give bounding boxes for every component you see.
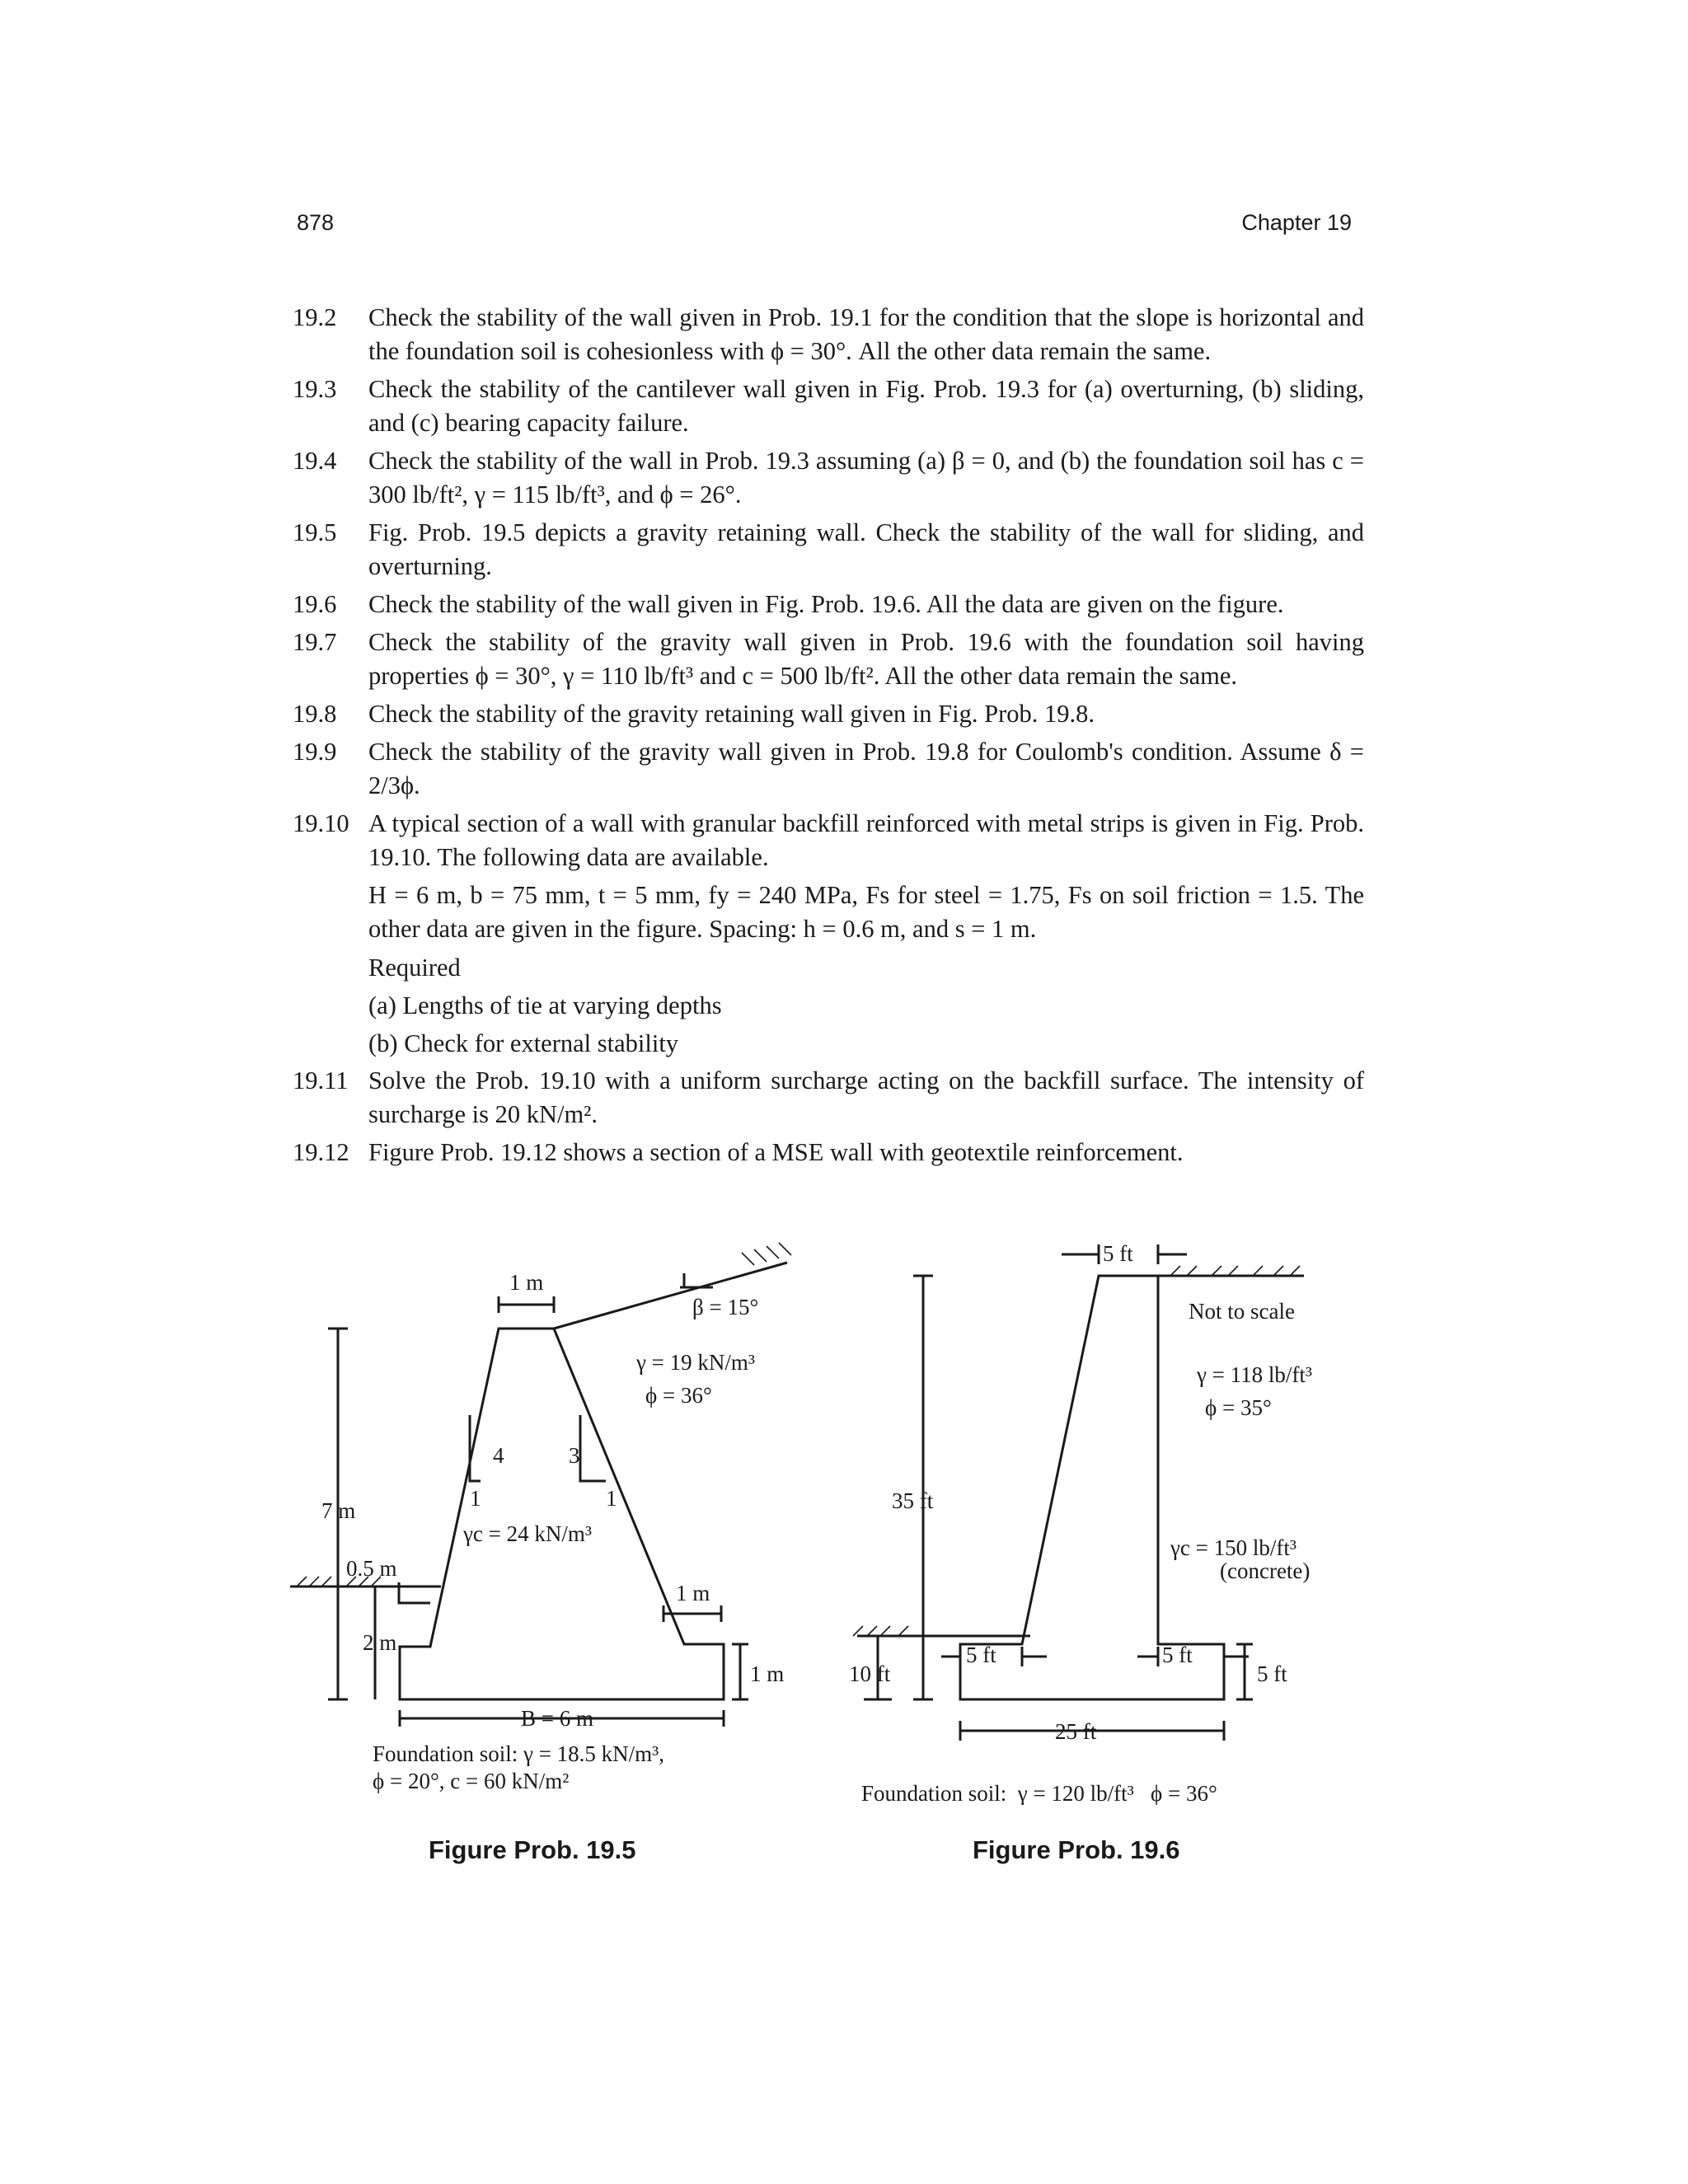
label-top-width: 1 m xyxy=(509,1270,544,1295)
problem-text: Check the stability of the wall in Prob. 19.3 assuming (a) β = 0, and (b) the foundation soil has c = 300 lb/ft², γ = 115 lb/ft³, and ϕ = 26°. xyxy=(368,447,1364,509)
problem-number: 19.6 xyxy=(293,590,337,618)
required-item-a: (a) Lengths of tie at varying depths xyxy=(368,991,722,1019)
label-height: 7 m xyxy=(321,1498,356,1523)
figure-19-6-diagram xyxy=(841,1212,1352,1805)
problem-number: 19.8 xyxy=(293,700,337,728)
figure-19-5-caption: Figure Prob. 19.5 xyxy=(429,1835,636,1864)
label-concrete: (concrete) xyxy=(1220,1558,1311,1583)
problem-19-12 xyxy=(293,1136,1364,1169)
problem-number: 19.12 xyxy=(293,1138,349,1166)
label-toe-offset: 0.5 m xyxy=(346,1556,397,1581)
label-one-left: 1 xyxy=(470,1486,481,1511)
problem-19-9 xyxy=(293,735,1364,803)
label-foundation-1: Foundation soil: γ = 18.5 kN/m³, xyxy=(373,1741,665,1766)
label-not-to-scale: Not to scale xyxy=(1189,1299,1295,1324)
label-embed: 10 ft xyxy=(849,1661,891,1686)
label-base-width: B = 6 m xyxy=(521,1706,593,1731)
problem-19-5 xyxy=(293,516,1364,583)
label-gamma: γ = 118 lb/ft³ xyxy=(1197,1362,1312,1387)
label-gamma: γ = 19 kN/m³ xyxy=(636,1350,756,1375)
problem-number: 19.7 xyxy=(293,628,337,656)
problem-list xyxy=(293,301,1364,1174)
label-gamma-c: γc = 150 lb/ft³ xyxy=(1170,1535,1296,1560)
problem-19-10 xyxy=(293,807,1364,874)
problem-text: Check the stability of the cantilever wall given in Fig. Prob. 19.3 for (a) overturning, (b) sliding, and (c) bearing capacity failure. xyxy=(368,375,1364,437)
problem-19-8 xyxy=(293,697,1364,731)
required-item-b: (b) Check for external stability xyxy=(368,1029,679,1057)
label-heel-width: 1 m xyxy=(676,1581,710,1605)
figure-19-5-diagram xyxy=(280,1212,808,1805)
problem-data-text: H = 6 m, b = 75 mm, t = 5 mm, fy = 240 MPa, Fs for steel = 1.75, Fs on soil friction = 1.5. The other data are given in the figure. Spacing: h = 0.6 m, and s = 1 m. xyxy=(368,881,1364,943)
problem-number: 19.5 xyxy=(293,518,337,546)
label-one-right: 1 xyxy=(606,1486,617,1511)
problem-19-7 xyxy=(293,626,1364,693)
problem-text: Check the stability of the wall given in Fig. Prob. 19.6. All the data are given on the figure. xyxy=(368,590,1284,618)
label-gamma-c: γc = 24 kN/m³ xyxy=(463,1521,592,1546)
label-slope-left: 4 xyxy=(493,1443,504,1468)
problem-text: Check the stability of the gravity wall given in Prob. 19.6 with the foundation soil having properties ϕ = 30°, γ = 110 lb/ft³ and c = 500 lb/ft². All the other data remain the same. xyxy=(368,628,1364,690)
label-embed: 2 m xyxy=(363,1630,397,1655)
label-beta: β = 15° xyxy=(692,1295,759,1319)
required-label: Required xyxy=(368,954,461,982)
label-heel-width: 5 ft xyxy=(1162,1643,1193,1667)
problem-number: 19.11 xyxy=(293,1066,349,1094)
problem-number: 19.2 xyxy=(293,303,337,331)
problem-text: Fig. Prob. 19.5 depicts a gravity retaining wall. Check the stability of the wall for sliding, and overturning. xyxy=(368,518,1364,580)
label-height: 35 ft xyxy=(892,1488,934,1513)
label-phi: ϕ = 35° xyxy=(1205,1395,1272,1420)
problem-19-4 xyxy=(293,444,1364,512)
problem-text: Check the stability of the wall given in Prob. 19.1 for the condition that the slope is horizontal and the foundation soil is cohesionless with ϕ = 30°. All the other data remain the same. xyxy=(368,303,1364,365)
problem-text: Check the stability of the gravity retaining wall given in Fig. Prob. 19.8. xyxy=(368,700,1095,728)
label-base-thickness: 5 ft xyxy=(1257,1661,1287,1686)
problem-text: Figure Prob. 19.12 shows a section of a MSE wall with geotextile reinforcement. xyxy=(368,1138,1184,1166)
figure-19-6-caption: Figure Prob. 19.6 xyxy=(973,1835,1180,1864)
problem-number: 19.9 xyxy=(293,738,337,766)
label-top-width: 5 ft xyxy=(1103,1241,1133,1266)
label-foundation-2: ϕ = 20°, c = 60 kN/m² xyxy=(373,1769,570,1793)
problem-19-10-data xyxy=(293,879,1364,946)
label-toe-width: 5 ft xyxy=(966,1643,996,1667)
problem-19-11 xyxy=(293,1064,1364,1132)
problem-number: 19.4 xyxy=(293,447,337,475)
problem-19-2 xyxy=(293,301,1364,368)
problem-19-3 xyxy=(293,373,1364,440)
problem-text: Check the stability of the gravity wall given in Prob. 19.8 for Coulomb's condition. Assume δ = 2/3ϕ. xyxy=(368,738,1364,799)
chapter-title: Chapter 19 xyxy=(1241,210,1352,235)
page-number: 878 xyxy=(297,210,335,235)
problem-number: 19.3 xyxy=(293,375,337,403)
problem-text: A typical section of a wall with granular backfill reinforced with metal strips is given in Fig. Prob. 19.10. The following data are available. xyxy=(368,809,1364,871)
label-foundation: Foundation soil: γ = 120 lb/ft³ ϕ = 36° xyxy=(861,1781,1217,1805)
problem-text: Solve the Prob. 19.10 with a uniform surcharge acting on the backfill surface. The intensity of surcharge is 20 kN/m². xyxy=(368,1066,1364,1128)
problem-number: 19.10 xyxy=(293,809,349,837)
label-base-thickness: 1 m xyxy=(750,1661,785,1686)
label-slope-right: 3 xyxy=(569,1443,580,1468)
label-base-width: 25 ft xyxy=(1055,1719,1097,1744)
problem-19-6 xyxy=(293,588,1364,621)
label-phi: ϕ = 36° xyxy=(645,1383,712,1408)
